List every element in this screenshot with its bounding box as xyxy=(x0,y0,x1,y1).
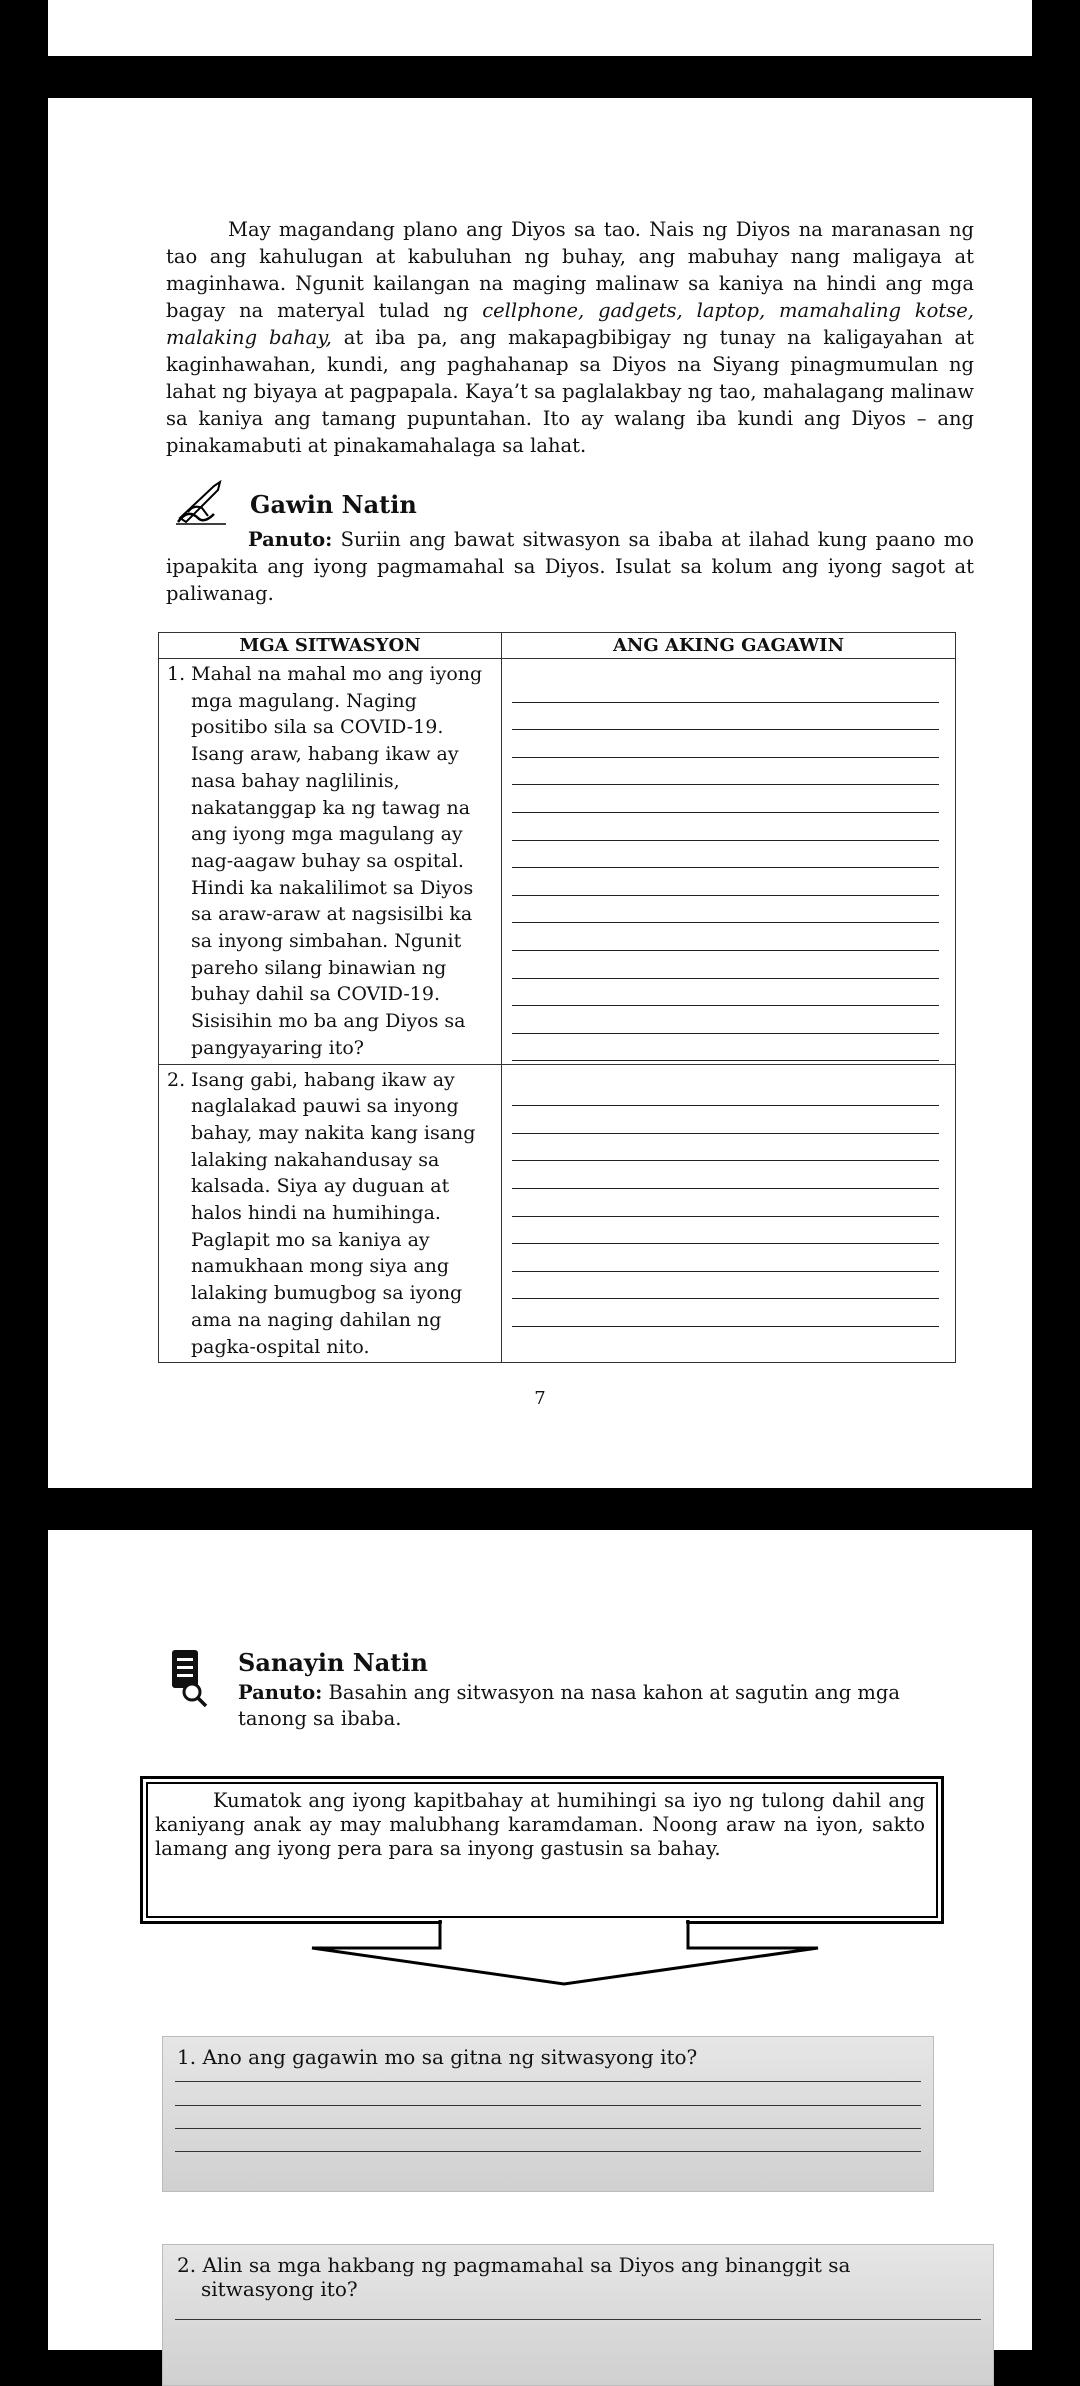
column-header-situations: MGA SITWASYON xyxy=(159,633,502,659)
situation-line: Paglapit mo sa kaniya ay xyxy=(191,1228,430,1251)
situation-line: 1. Mahal na mahal mo ang iyong xyxy=(167,663,483,685)
answer-line[interactable] xyxy=(512,1034,939,1062)
situation-line: lalaking bumugbog sa iyong xyxy=(191,1282,463,1305)
question-1-box xyxy=(162,2036,934,2192)
situation-line: buhay dahil sa COVID-19. xyxy=(191,983,441,1006)
gawin-natin-instructions: Panuto: Suriin ang bawat sitwasyon sa ibaba at ilahad kung paano mo ipapakita ang iyong pagmamahal sa Diyos. Isulat sa kolum ang iyong sagot at paliwanag. xyxy=(166,528,974,605)
situation-line: lalaking nakahandusay sa xyxy=(191,1148,440,1171)
answer-line[interactable] xyxy=(512,1106,939,1134)
question-2-box xyxy=(162,2244,994,2386)
page-number: 7 xyxy=(534,1388,546,1409)
situation-cell xyxy=(159,659,502,1065)
situation-line: pangyayaring ito? xyxy=(191,1036,364,1059)
answer-cell[interactable] xyxy=(502,659,956,1065)
answer-line[interactable] xyxy=(512,703,939,731)
answer-line[interactable] xyxy=(512,758,939,786)
answer-line[interactable] xyxy=(175,2319,981,2320)
answer-line[interactable] xyxy=(512,951,939,979)
situation-text: Kumatok ang iyong kapitbahay at humihingi sa iyo ng tulong dahil ang kaniyang anak ay may malubhang karamdaman. Noong araw na iyon, sakto lamang ang iyong pera para sa inyong gastusin sa bahay. xyxy=(155,1789,925,1860)
situation-line: namukhaan mong siya ang xyxy=(191,1255,450,1278)
answer-line[interactable] xyxy=(512,979,939,1007)
sanayin-natin-title: Sanayin Natin xyxy=(238,1648,428,1677)
question-2: 2. Alin sa mga hakbang ng pagmamahal sa Diyos ang binanggit sa sitwasyong ito? xyxy=(177,2253,851,2301)
sanayin-natin-instructions: Panuto: Basahin ang sitwasyon na nasa kahon at sagutin ang mga tanong sa ibaba. xyxy=(238,1681,900,1730)
question-1: 1. Ano ang gagawin mo sa gitna ng sitwasyong ito? xyxy=(177,2045,698,2069)
situation-line: positibo sila sa COVID-19. xyxy=(191,716,444,739)
answer-line[interactable] xyxy=(512,675,939,703)
answer-line[interactable] xyxy=(512,1161,939,1189)
gawin-natin-title: Gawin Natin xyxy=(250,490,417,519)
answer-line[interactable] xyxy=(512,868,939,896)
situation-line: 2. Isang gabi, habang ikaw ay xyxy=(167,1068,455,1091)
answer-line[interactable] xyxy=(512,1006,939,1034)
situation-line: ama na naging dahilan ng xyxy=(191,1308,442,1331)
answer-line[interactable] xyxy=(512,841,939,869)
answer-line[interactable] xyxy=(512,896,939,924)
situation-box xyxy=(140,1776,944,1924)
situation-line: pagka-ospital nito. xyxy=(191,1335,370,1358)
situation-line: bahay, may nakita kang isang xyxy=(191,1121,476,1144)
situation-line: sa araw-araw at nagsisilbi ka xyxy=(191,903,473,926)
answer-line[interactable] xyxy=(512,813,939,841)
situation-line: nag-aagaw buhay sa ospital. xyxy=(191,849,464,872)
situations-table xyxy=(158,632,956,1363)
notebook-search-icon xyxy=(170,1648,210,1710)
answer-line[interactable] xyxy=(512,1217,939,1245)
writing-hand-icon xyxy=(174,478,230,526)
situation-line: Sisisihin mo ba ang Diyos sa xyxy=(191,1010,466,1033)
situation-line: pareho silang binawian ng xyxy=(191,956,447,979)
situation-line: Hindi ka nakalilimot sa Diyos xyxy=(191,876,474,899)
answer-line[interactable] xyxy=(512,1299,939,1327)
answer-line[interactable] xyxy=(175,2128,921,2129)
answer-cell[interactable] xyxy=(502,1064,956,1363)
situation-line: nakatanggap ka ng tawag na xyxy=(191,796,471,819)
table-row xyxy=(159,659,956,1065)
answer-line[interactable] xyxy=(175,2081,921,2082)
situation-line: halos hindi na humihinga. xyxy=(191,1202,441,1225)
situation-line: nasa bahay naglilinis, xyxy=(191,769,400,792)
answer-line[interactable] xyxy=(512,730,939,758)
intro-paragraph: May magandang plano ang Diyos sa tao. Nais ng Diyos na maranasan ng tao ang kahulugan at kabuluhan ng buhay, ang mabuhay nang maligaya at maginhawa. Ngunit kailangan na maging malinaw sa kaniya na hindi ang mga bagay na materyal tulad ng cellphone, gadgets, laptop, mamahaling kotse, malaking bahay, at iba pa, ang makapagbibigay ng tunay na kaligayahan at kaginhawahan, kundi, ang paghahanap sa Diyos na Siyang pinagmumulan ng lahat ng biyaya at pagpapala. Kaya’t sa paglalakbay ng tao, mahalagang malinaw sa kaniya ang tamang pupuntahan. Ito ay walang iba kundi ang Diyos – ang pinakamabuti at pinakamahalaga sa lahat. xyxy=(166,218,974,457)
answer-line[interactable] xyxy=(175,2151,921,2152)
situation-line: ang iyong mga magulang ay xyxy=(191,823,463,846)
answer-line[interactable] xyxy=(512,1272,939,1300)
situation-line: naglalakad pauwi sa inyong xyxy=(191,1095,459,1118)
situation-line: mga magulang. Naging xyxy=(191,689,417,712)
answer-line[interactable] xyxy=(512,1189,939,1217)
previous-page-bottom xyxy=(48,0,1032,56)
answer-line[interactable] xyxy=(512,1079,939,1107)
table-header-row xyxy=(159,633,956,659)
document-page-7 xyxy=(48,98,1032,1488)
answer-line[interactable] xyxy=(512,785,939,813)
situation-line: kalsada. Siya ay duguan at xyxy=(191,1175,450,1198)
column-header-my-action: ANG AKING GAGAWIN xyxy=(502,633,956,659)
table-row xyxy=(159,1064,956,1363)
situation-line: Isang araw, habang ikaw ay xyxy=(191,743,459,766)
document-page-8 xyxy=(48,1530,1032,2350)
answer-line[interactable] xyxy=(512,923,939,951)
situation-line: sa inyong simbahan. Ngunit xyxy=(191,930,462,953)
situation-cell xyxy=(159,1064,502,1363)
answer-line[interactable] xyxy=(512,1134,939,1162)
down-arrow-shape xyxy=(310,1918,830,1988)
answer-line[interactable] xyxy=(175,2105,921,2106)
answer-line[interactable] xyxy=(512,1244,939,1272)
